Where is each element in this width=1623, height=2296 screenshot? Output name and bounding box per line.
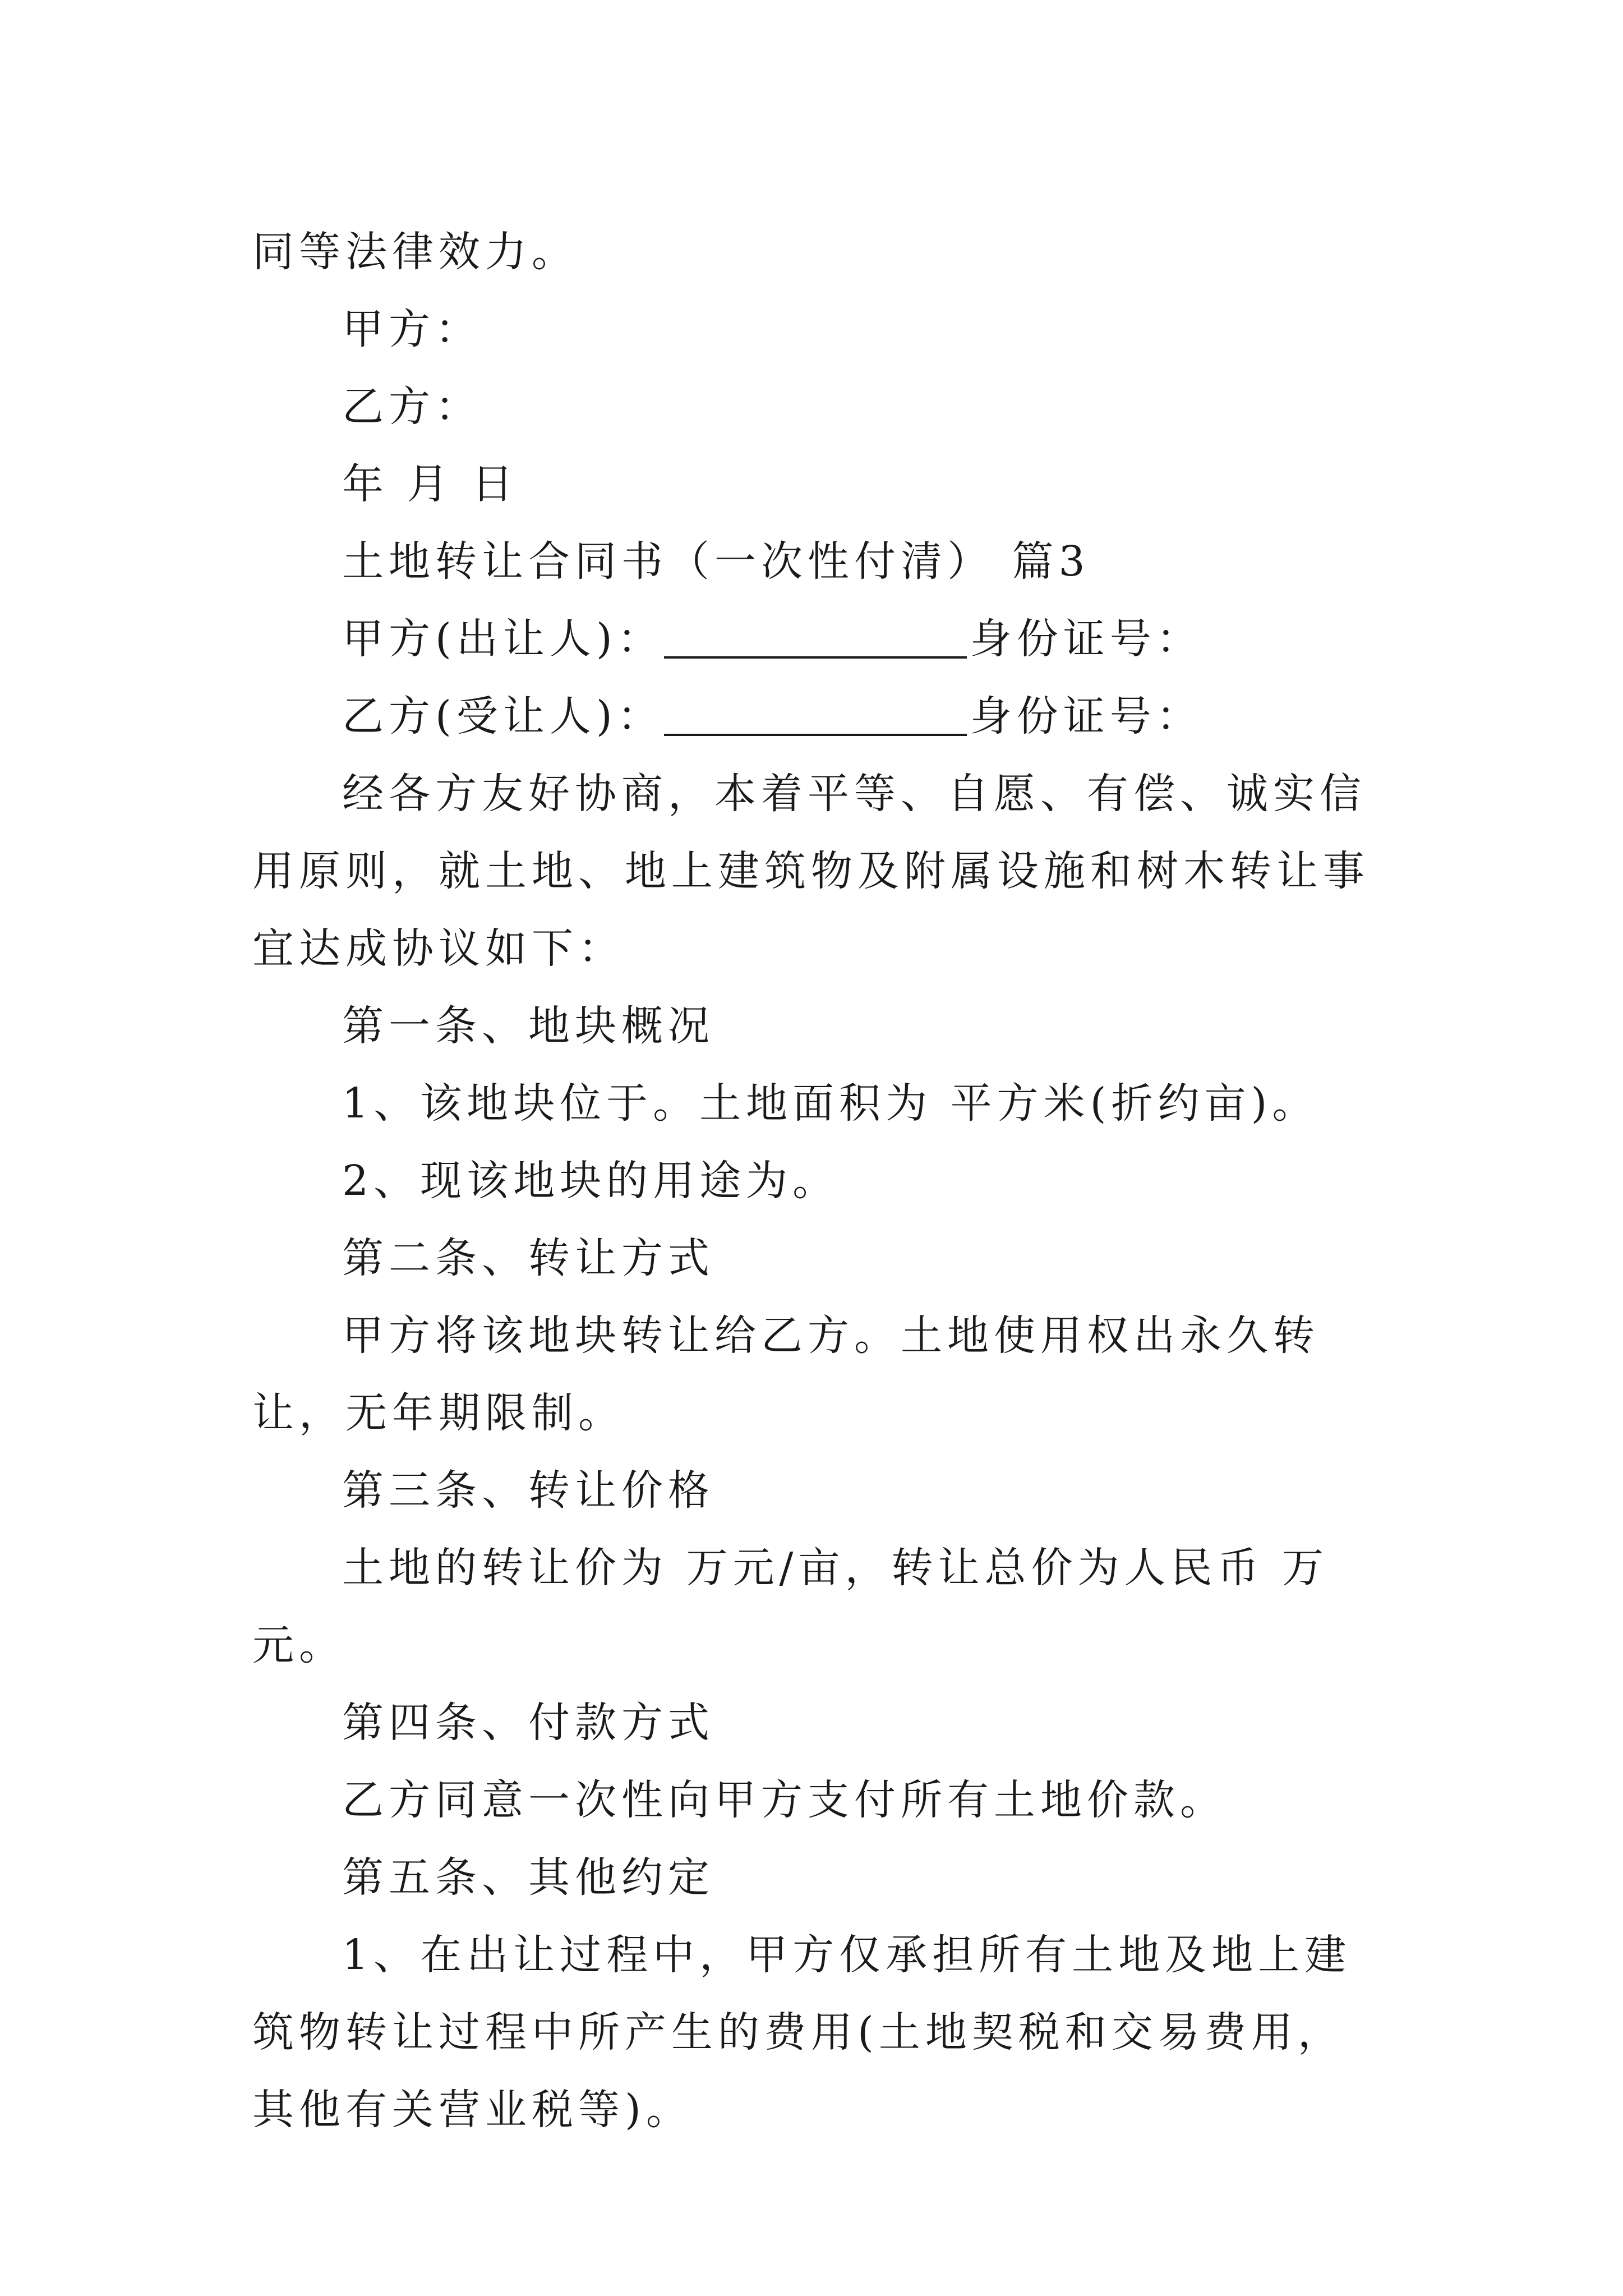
article-2-body: 甲方将该地块转让给乙方。土地使用权出永久转让，无年期限制。 [252,1312,1320,1437]
party-b-id-label: 身份证号： [970,692,1203,740]
date-line: 年 月 日 [342,460,519,508]
preamble-paragraph: 经各方友好协商，本着平等、自愿、有偿、诚实信用原则，就土地、地上建筑物及附属设施和树木转让事宜达成协议如下： [252,770,1370,973]
article-1-item-2: 2、现该地块的用途为。 [342,1157,840,1205]
article-3-body: 土地的转让价为 万元/亩，转让总价为人民币 万元。 [252,1544,1329,1669]
party-a-id-label: 身份证号： [970,615,1203,663]
article-5-heading: 第五条、其他约定 [342,1853,714,1902]
article-2-heading: 第二条、转让方式 [342,1234,714,1282]
article-1-item-1: 1、该地块位于。土地面积为 平方米(折约亩)。 [342,1079,1319,1128]
party-b-label: 乙方： [342,383,482,431]
party-b-transferee-line [252,678,1385,755]
party-a-transferor-label: 甲方(出让人)： [342,615,664,663]
document-body [252,213,1385,2148]
article-4-body: 乙方同意一次性向甲方支付所有土地价款。 [342,1776,1227,1824]
party-a-transferor-line [252,600,1385,678]
party-a-name-blank [664,617,967,659]
party-b-name-blank [664,694,967,736]
article-4-heading: 第四条、付款方式 [342,1699,714,1747]
contract-title: 土地转让合同书（一次性付清） 篇3 [342,537,1090,586]
article-1-heading: 第一条、地块概况 [342,1002,714,1050]
party-a-label: 甲方： [342,305,482,353]
paragraph-effect-clause: 同等法律效力。 [252,228,578,276]
article-3-heading: 第三条、转让价格 [342,1466,714,1515]
article-5-item-1: 1、在出让过程中，甲方仅承担所有土地及地上建筑物转让过程中所产生的费用(土地契税和交易费用，其他有关营业税等)。 [252,1931,1352,2134]
party-b-transferee-label: 乙方(受让人)： [342,692,664,740]
